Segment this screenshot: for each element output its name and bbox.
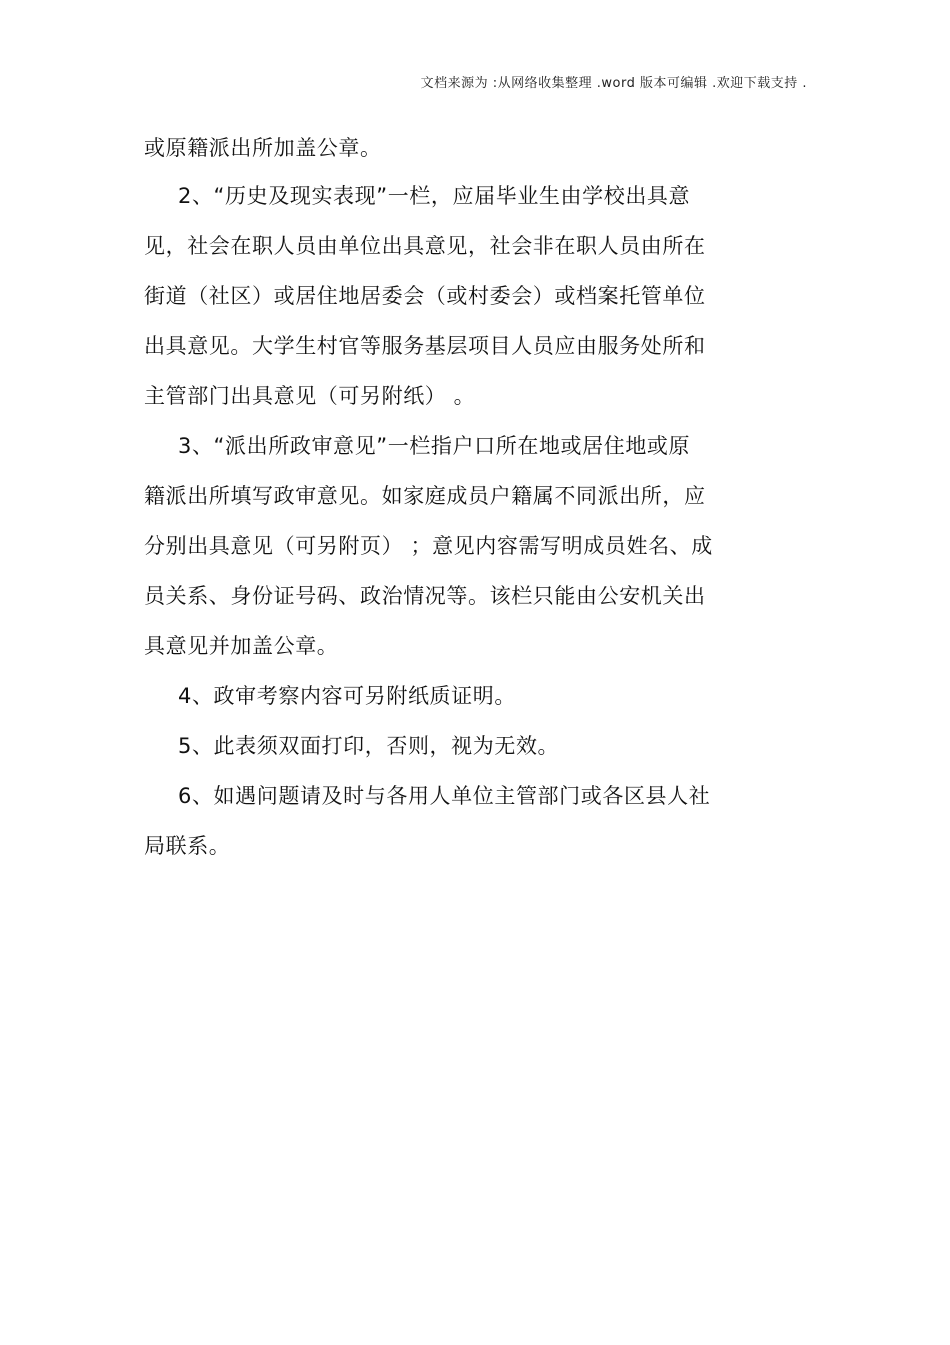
text-line: 具意见并加盖公章。 [144,634,339,658]
text-line: 分别出具意见（可另附页） ；意见内容需写明成员姓名、成 [144,534,713,558]
text-line: 见，社会在职人员由单位出具意见，社会非在职人员由所在 [144,234,706,258]
text-line: 主管部门出具意见（可另附纸） 。 [144,384,476,408]
text-line: 局联系。 [144,834,231,858]
page-header-source-note: 文档来源为 :从网络收集整理 .word 版本可编辑 .欢迎下载支持 . [420,76,807,91]
text-line: 6、如遇问题请及时与各用人单位主管部门或各区县人社 [178,784,711,808]
text-line: 5、此表须双面打印，否则，视为无效。 [178,734,560,758]
text-line: 3、“派出所政审意见”一栏指户口所在地或居住地或原 [178,434,691,458]
text-line: 或原籍派出所加盖公章。 [144,136,382,160]
text-line: 员关系、身份证号码、政治情况等。该栏只能由公安机关出 [144,584,706,608]
text-line: 籍派出所填写政审意见。如家庭成员户籍属不同派出所，应 [144,484,706,508]
text-line: 2、“历史及现实表现”一栏，应届毕业生由学校出具意 [178,184,691,208]
text-line: 4、政审考察内容可另附纸质证明。 [178,684,516,708]
text-line: 出具意见。大学生村官等服务基层项目人员应由服务处所和 [144,334,706,358]
text-line: 街道（社区）或居住地居委会（或村委会）或档案托管单位 [144,284,706,308]
